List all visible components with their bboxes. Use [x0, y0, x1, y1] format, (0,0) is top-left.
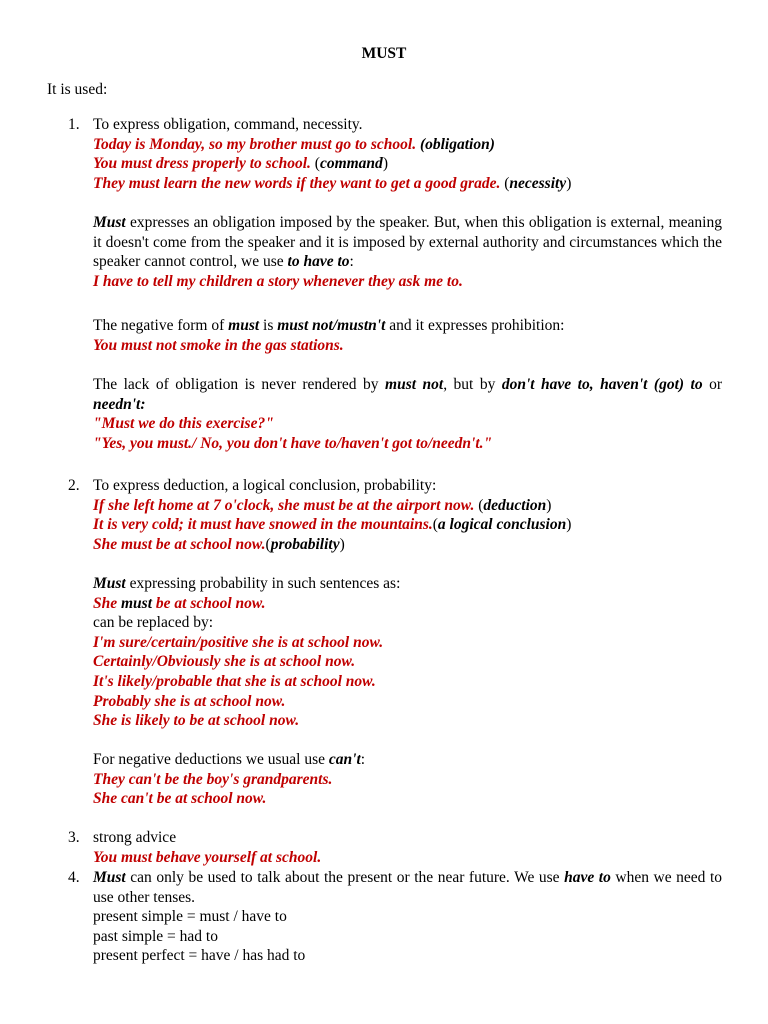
- section-1-example-2: You must dress properly to school. (command): [93, 155, 388, 173]
- page-title: MUST: [361, 45, 407, 62]
- section-2: [93, 476, 722, 554]
- section-2-number: 2.: [68, 477, 80, 494]
- section-1-paragraph-2-example: You must not smoke in the gas stations.: [93, 336, 344, 354]
- list-item: Probably she is at school now.: [93, 692, 286, 710]
- section-1-example-1: Today is Monday, so my brother must go to school. (obligation): [93, 135, 495, 153]
- section-3-example: You must behave yourself at school.: [93, 848, 322, 866]
- section-1-heading: To express obligation, command, necessity.: [93, 116, 363, 133]
- section-1-paragraph-1-example: I have to tell my children a story whenever they ask me to.: [93, 272, 463, 290]
- section-2-replaced-by: can be replaced by:: [93, 614, 214, 632]
- section-1: [93, 115, 722, 193]
- section-1-number: 1.: [68, 116, 80, 133]
- section-2-sample-sentence: She must be at school now.: [93, 594, 266, 612]
- list-item: She is likely to be at school now.: [93, 712, 300, 730]
- section-1-paragraph-3: The lack of obligation is never rendered by must not, but by don't have to, haven't (got) to or needn't: "Must we do this exercise?" "Yes, you must./ No, you don't have to/haven't got to/needn't.": [93, 376, 723, 452]
- section-2-paragraph-2-example-1: They can't be the boy's grandparents.: [93, 770, 333, 788]
- section-2-paragraph-1: Must expressing probability in such sentences as: She must be at school now. can be replaced by: I'm sure/certain/positive she is at school now. Certainly/Obviously she is at school now. It's likely/probable that she is at school now. Probably she is at school now. She is likely to be at school now.: [93, 574, 722, 731]
- section-2-example-3: She must be at school now.(probability): [93, 535, 345, 553]
- section-4-line-2: past simple = had to: [93, 927, 218, 945]
- section-2-paragraph-2: For negative deductions we usual use can't: They can't be the boy's grandparents. She can't be at school now.: [93, 750, 722, 809]
- section-1-paragraph-2: The negative form of must is must not/mustn't and it expresses prohibition: You must not smoke in the gas stations.: [93, 316, 722, 355]
- section-1-paragraph-3-example-1: "Must we do this exercise?": [93, 415, 274, 433]
- section-2-heading: To express deduction, a logical conclusion, probability:: [93, 477, 437, 494]
- section-3-number: 3.: [68, 829, 80, 846]
- section-2-example-2: It is very cold; it must have snowed in the mountains.(a logical conclusion): [93, 516, 572, 534]
- list-item: It's likely/probable that she is at school now.: [93, 672, 376, 690]
- section-1-example-3: They must learn the new words if they want to get a good grade. (necessity): [93, 174, 572, 192]
- intro-text: It is used:: [47, 81, 108, 98]
- section-1-paragraph-1: Must expresses an obligation imposed by the speaker. But, when this obligation is external, meaning it doesn't come from the speaker and it is imposed by external authority and circumstances which the speaker cannot control, we use to have to: I have to tell my children a story whenever they ask me to.: [93, 214, 722, 290]
- section-4: Must can only be used to talk about the present or the near future. We use have to when we need to use other tenses. present simple = must / have to past simple = had to present perfect = have / has had to: [93, 869, 722, 965]
- section-3: [93, 828, 722, 867]
- section-2-example-1: If she left home at 7 o'clock, she must be at the airport now. (deduction): [93, 496, 552, 514]
- section-4-line-1: present simple = must / have to: [93, 908, 287, 926]
- section-4-number: 4.: [68, 869, 80, 886]
- section-2-paragraph-2-example-2: She can't be at school now.: [93, 790, 267, 808]
- list-item: Certainly/Obviously she is at school now.: [93, 653, 356, 671]
- section-4-line-3: present perfect = have / has had to: [93, 947, 306, 965]
- section-3-heading: strong advice: [93, 829, 177, 846]
- section-1-paragraph-3-example-2: "Yes, you must./ No, you don't have to/haven't got to/needn't.": [93, 434, 493, 452]
- list-item: I'm sure/certain/positive she is at school now.: [93, 633, 384, 651]
